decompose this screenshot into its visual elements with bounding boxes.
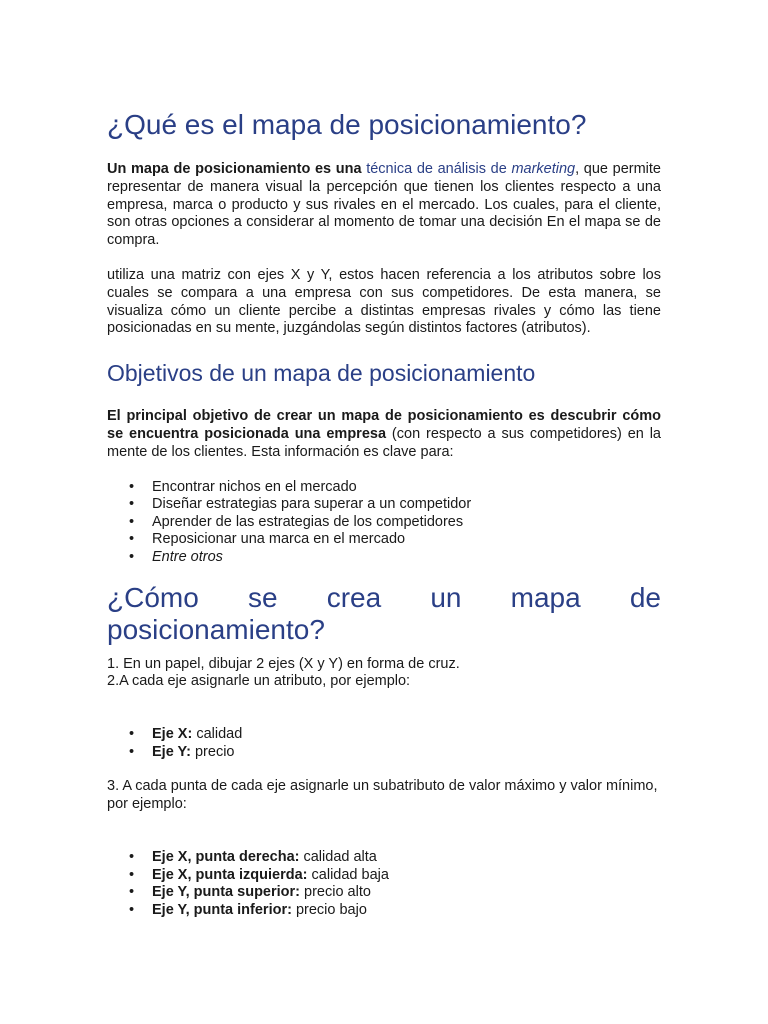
intro-paragraph <box>107 161 661 250</box>
list-item-label: Eje Y: <box>152 743 191 760</box>
list-item <box>107 902 661 920</box>
axis-ends-list <box>107 849 661 919</box>
list-item <box>107 849 661 867</box>
intro-bold-lead: Un mapa de posicionamiento es una <box>107 161 362 177</box>
list-item: • Aprender de las estrategias de los competidores <box>107 514 661 532</box>
objectives-list <box>107 479 661 567</box>
intro-rest-text: , que permite representar de manera visual la percepción que tienen los clientes respecto a una empresa, marca o producto y sus rivales en el mercado. Los cuales, para el cliente, son otras opciones a considerar al momento de tomar una decisión En el mapa se de compra. <box>107 161 662 249</box>
list-item-value: precio <box>190 743 235 760</box>
list-item-value: precio alto <box>300 884 371 901</box>
list-item: • Diseñar estrategias para superar a un competidor <box>107 496 661 514</box>
heading-what-is-positioning-map: ¿Qué es el mapa de posicionamiento? <box>107 109 587 140</box>
list-item-label: Eje X, punta derecha: <box>152 848 300 865</box>
list-item-value: calidad <box>192 726 243 743</box>
link-italic-text: marketing <box>511 161 576 177</box>
heading-objectives: Objetivos de un mapa de posicionamiento <box>107 360 536 387</box>
heading-line-1: ¿Cómo se crea un mapa de <box>107 581 661 613</box>
list-item-value: calidad baja <box>307 866 389 883</box>
list-item <box>107 867 661 885</box>
list-item <box>107 549 661 567</box>
axes-attributes-list <box>107 726 661 761</box>
list-item-label: Eje X, punta izquierda: <box>152 866 308 883</box>
objective-rest-text: (con respecto a sus competidores) en la mente de los clientes. Esta información es clave para: <box>107 425 662 460</box>
step-3-text: 3. A cada punta de cada eje asignarle un subatributo de valor máximo y valor mínimo, por ejemplo: <box>107 778 658 813</box>
link-text: técnica de análisis de <box>366 161 507 177</box>
objective-bold-text: El principal objetivo de crear un mapa de posicionamiento es descubrir cómo se encuentra posicionada una empresa <box>107 408 661 442</box>
list-item-label: Eje Y, punta superior: <box>152 884 300 901</box>
step-2-text: 2.A cada eje asignarle un atributo, por ejemplo: <box>107 673 411 690</box>
list-item-label: Eje X: <box>152 726 193 743</box>
step-1-text: 1. En un papel, dibujar 2 ejes (X y Y) en forma de cruz. <box>107 655 460 672</box>
list-item-label: Eje Y, punta inferior: <box>152 901 292 918</box>
list-item <box>107 744 661 762</box>
list-item-value: calidad alta <box>299 848 377 865</box>
list-item <box>107 726 661 744</box>
matrix-paragraph: utiliza una matriz con ejes X y Y, estos hacen referencia a los atributos sobre los cuales se compara a una empresa con sus competidores. De esta manera, se visualiza cómo un cliente percibe a distintas empresas rivales y cómo las tiene posicionadas en su mente, juzgándolas según distintos factores (atributos). <box>107 266 661 337</box>
list-item-italic: Entre otros <box>152 548 223 565</box>
list-item <box>107 884 661 902</box>
list-item-value: precio bajo <box>291 901 367 918</box>
marketing-technique-link[interactable] <box>366 161 575 177</box>
document-content <box>107 108 661 919</box>
objective-paragraph <box>107 408 661 461</box>
list-item: • Reposicionar una marca en el mercado <box>107 531 661 549</box>
heading-how-to-create <box>107 582 661 646</box>
heading-line-2: posicionamiento? <box>107 613 325 645</box>
list-item: • Encontrar nichos en el mercado <box>107 479 661 497</box>
